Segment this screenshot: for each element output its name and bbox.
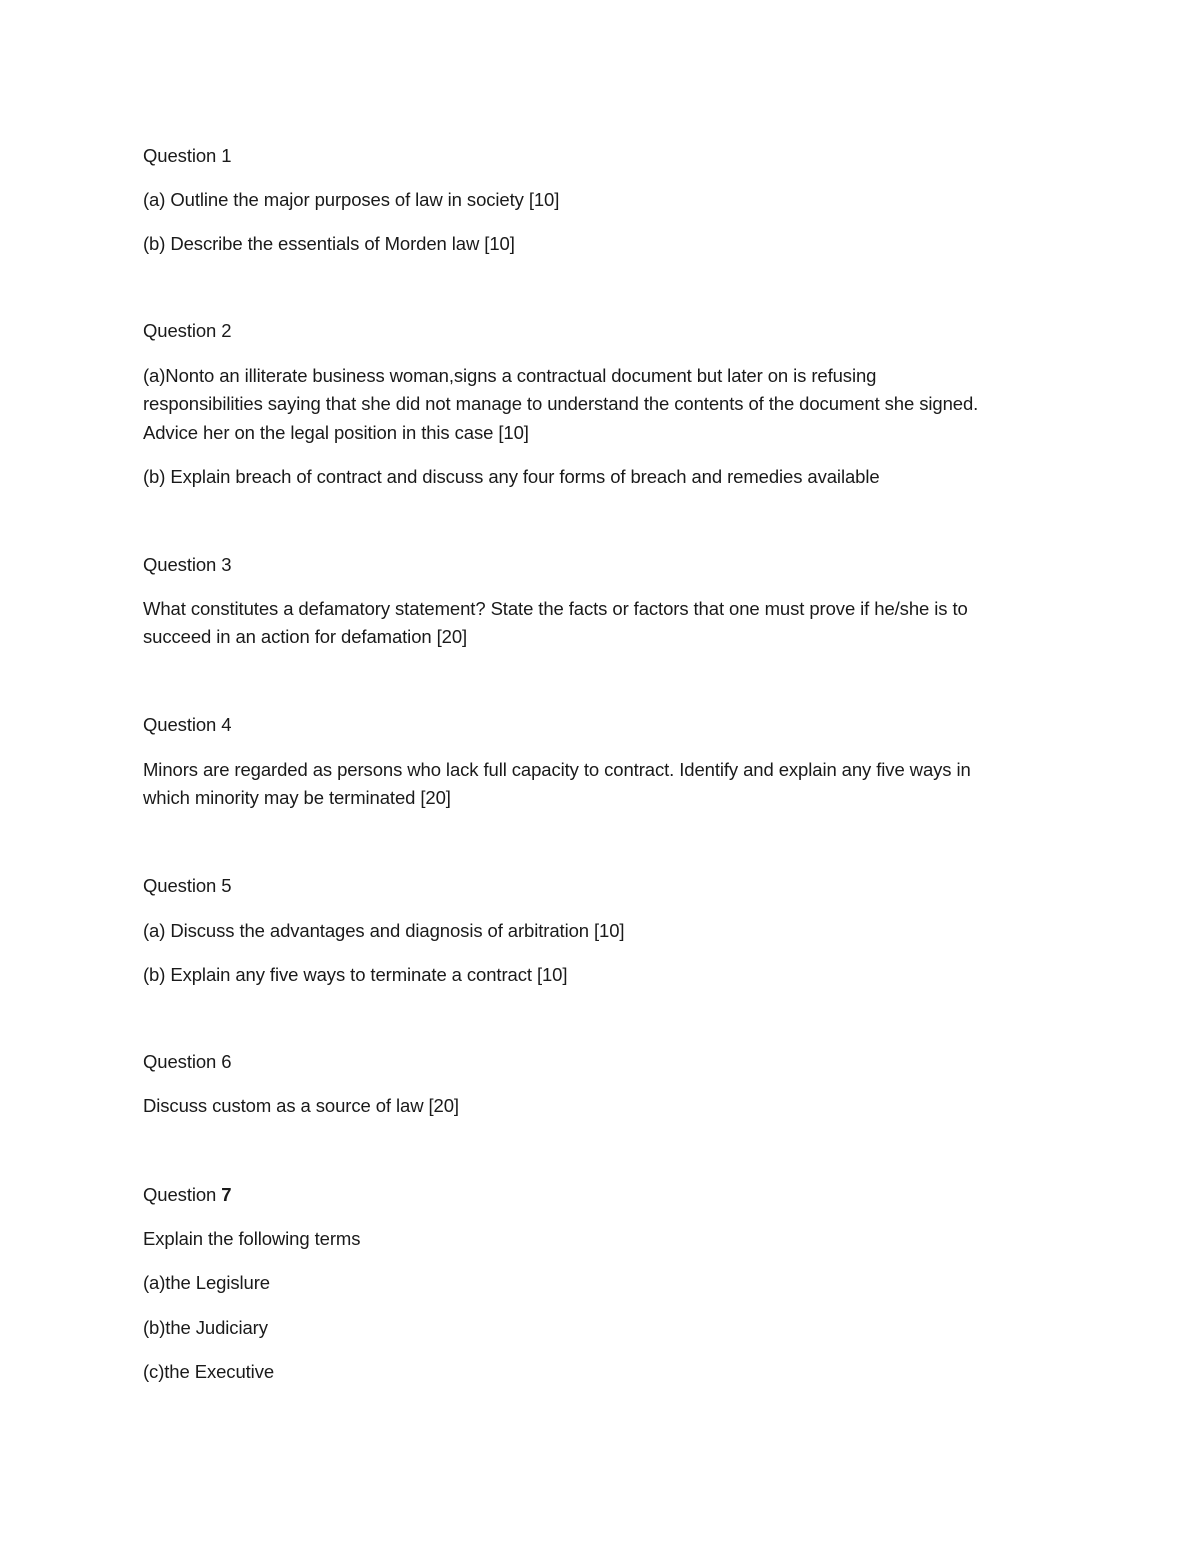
question-2-part-b: (b) Explain breach of contract and discuss any four forms of breach and remedies available [143,466,880,487]
question-6-text: Discuss custom as a source of law [20] [143,1095,459,1116]
question-7-heading-number: 7 [221,1184,232,1205]
question-1-heading: Question 1 [143,145,232,166]
question-3-heading: Question 3 [143,554,232,575]
question-6-heading: Question 6 [143,1051,232,1072]
question-5-part-b: (b) Explain any five ways to terminate a contract [10] [143,964,568,985]
question-4-text-line-2: which minority may be terminated [20] [143,787,451,808]
question-7-part-c: (c)the Executive [143,1361,275,1382]
question-3-text-line-1: What constitutes a defamatory statement? State the facts or factors that one must prove if he/she is to [143,598,968,619]
question-2-part-a-line-3: Advice her on the legal position in this case [10] [143,422,529,443]
question-1-part-a: (a) Outline the major purposes of law in society [10] [143,189,560,210]
question-3-text-line-2: succeed in an action for defamation [20] [143,626,468,647]
question-5-part-a: (a) Discuss the advantages and diagnosis of arbitration [10] [143,920,625,941]
question-7-part-a: (a)the Legislure [143,1272,270,1293]
question-2-heading: Question 2 [143,320,232,341]
question-7-part-b: (b)the Judiciary [143,1317,268,1338]
question-7-intro: Explain the following terms [143,1228,361,1249]
question-1-part-b: (b) Describe the essentials of Morden law [10] [143,233,515,254]
question-2-part-a-line-1: (a)Nonto an illiterate business woman,signs a contractual document but later on is refusing [143,365,877,386]
question-7-heading-prefix: Question [143,1184,222,1205]
question-4-text-line-1: Minors are regarded as persons who lack full capacity to contract. Identify and explain any five ways in [143,759,971,780]
question-4-heading: Question 4 [143,714,232,735]
question-2-part-a-line-2: responsibilities saying that she did not manage to understand the contents of the document she signed. [143,393,979,414]
question-7-heading [143,1181,232,1209]
question-5-heading: Question 5 [143,875,232,896]
